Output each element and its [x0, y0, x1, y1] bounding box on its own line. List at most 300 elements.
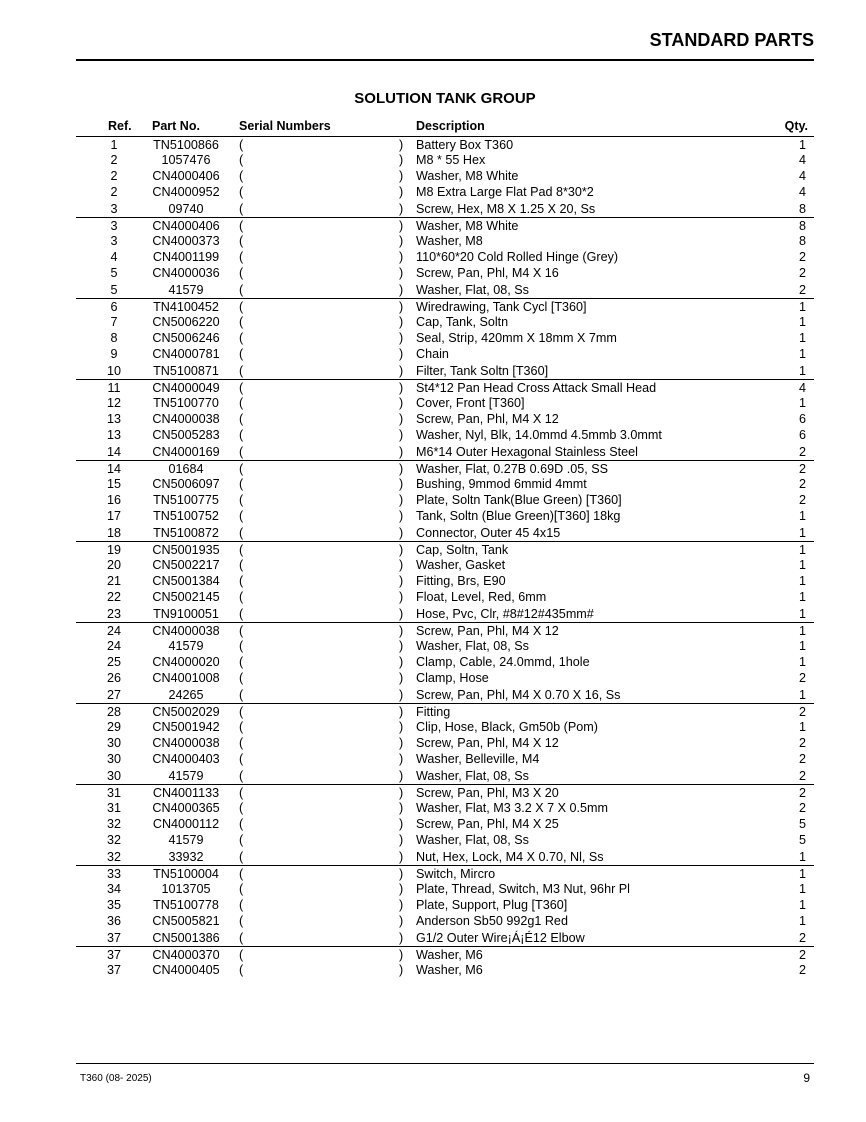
- table-row: [76, 946, 814, 962]
- footer-divider: [76, 1063, 814, 1064]
- table-row: [76, 152, 814, 168]
- qty-cell: 2: [798, 266, 806, 281]
- qty-cell: 1: [798, 638, 806, 653]
- description-cell: Plate, Soltn Tank(Blue Green) [T360]: [416, 493, 622, 508]
- serial-open-bracket: (: [239, 897, 244, 912]
- serial-close-bracket: ): [399, 461, 404, 476]
- description-cell: Screw, Pan, Phl, M4 X 12: [416, 623, 559, 638]
- serial-open-bracket: (: [239, 347, 244, 362]
- description-cell: Clamp, Cable, 24.0mmd, 1hole: [416, 655, 590, 669]
- qty-cell: 6: [798, 412, 806, 427]
- description-cell: Washer, Flat, 08, Ss: [416, 282, 529, 297]
- part-number-cell: CN4000038: [152, 623, 220, 638]
- part-number-cell: 1013705: [161, 881, 211, 896]
- ref-cell: 37: [106, 962, 121, 977]
- description-cell: Washer, Belleville, M4: [416, 752, 540, 767]
- description-cell: G1/2 Outer Wire¡Á¡É12 Elbow: [416, 930, 585, 945]
- serial-open-bracket: (: [239, 785, 244, 800]
- serial-close-bracket: ): [399, 476, 404, 491]
- table-row: [76, 589, 814, 605]
- qty-cell: 2: [798, 476, 806, 491]
- description-cell: M8 Extra Large Flat Pad 8*30*2: [416, 185, 594, 200]
- qty-cell: 1: [798, 542, 806, 557]
- table-row: [76, 654, 814, 670]
- table-row: [76, 751, 814, 767]
- part-number-cell: TN5100004: [153, 866, 219, 881]
- serial-open-bracket: (: [239, 444, 244, 459]
- serial-close-bracket: ): [399, 574, 404, 589]
- ref-cell: 1: [110, 138, 118, 152]
- ref-cell: 32: [106, 816, 121, 831]
- qty-cell: 1: [798, 363, 806, 378]
- ref-cell: 22: [106, 590, 121, 605]
- qty-cell: 2: [798, 704, 806, 719]
- table-row: [76, 508, 814, 524]
- serial-open-bracket: (: [239, 218, 244, 233]
- qty-cell: 1: [798, 881, 806, 896]
- serial-open-bracket: (: [239, 331, 244, 346]
- ref-cell: 2: [110, 169, 118, 184]
- serial-open-bracket: (: [239, 138, 244, 152]
- ref-cell: 9: [110, 347, 118, 362]
- serial-close-bracket: ): [399, 314, 404, 329]
- part-number-cell: CN5005821: [152, 914, 220, 929]
- qty-cell: 2: [798, 671, 806, 686]
- qty-cell: 4: [798, 169, 806, 184]
- table-row: [76, 298, 814, 314]
- table-row: [76, 832, 814, 848]
- part-number-cell: CN5005283: [152, 428, 220, 443]
- table-row: [76, 233, 814, 249]
- column-header-part-no: Part No.: [152, 119, 200, 133]
- ref-cell: 37: [106, 930, 121, 945]
- part-number-cell: TN5100770: [153, 395, 219, 410]
- serial-open-bracket: (: [239, 881, 244, 896]
- table-row: [76, 492, 814, 508]
- serial-open-bracket: (: [239, 509, 244, 524]
- serial-close-bracket: ): [399, 493, 404, 508]
- serial-close-bracket: ): [399, 687, 404, 702]
- serial-close-bracket: ): [399, 800, 404, 815]
- part-number-cell: 33932: [168, 849, 204, 864]
- serial-open-bracket: (: [239, 557, 244, 572]
- serial-close-bracket: ): [399, 638, 404, 653]
- part-number-cell: 01684: [168, 461, 204, 476]
- description-cell: Screw, Pan, Phl, M4 X 25: [416, 816, 559, 831]
- table-row: [76, 606, 814, 622]
- ref-cell: 19: [106, 542, 121, 557]
- serial-open-bracket: (: [239, 655, 244, 669]
- table-row: [76, 784, 814, 800]
- section-title: SOLUTION TANK GROUP: [354, 90, 536, 107]
- description-cell: Plate, Thread, Switch, M3 Nut, 96hr Pl: [416, 881, 630, 896]
- table-row: [76, 411, 814, 427]
- serial-close-bracket: ): [399, 866, 404, 881]
- description-cell: Cover, Front [T360]: [416, 395, 525, 410]
- serial-close-bracket: ): [399, 444, 404, 459]
- serial-open-bracket: (: [239, 525, 244, 540]
- serial-close-bracket: ): [399, 363, 404, 378]
- table-row: [76, 719, 814, 735]
- ref-cell: 30: [106, 735, 121, 750]
- part-number-cell: 41579: [168, 833, 204, 848]
- serial-close-bracket: ): [399, 833, 404, 848]
- serial-close-bracket: ): [399, 201, 404, 216]
- ref-cell: 7: [110, 314, 118, 329]
- ref-cell: 34: [106, 881, 121, 896]
- qty-cell: 2: [798, 800, 806, 815]
- description-cell: Clamp, Hose: [416, 671, 489, 686]
- table-row: [76, 865, 814, 881]
- ref-cell: 17: [106, 509, 121, 524]
- table-row: [76, 265, 814, 281]
- part-number-cell: CN4000373: [152, 233, 220, 248]
- ref-cell: 14: [106, 461, 121, 476]
- qty-cell: 1: [798, 395, 806, 410]
- ref-cell: 18: [106, 525, 121, 540]
- description-cell: Washer, Flat, 08, Ss: [416, 833, 529, 848]
- ref-cell: 14: [106, 444, 121, 459]
- part-number-cell: CN4000020: [152, 655, 220, 669]
- qty-cell: 2: [798, 461, 806, 476]
- qty-cell: 4: [798, 152, 806, 167]
- part-number-cell: TN5100866: [153, 138, 219, 152]
- serial-open-bracket: (: [239, 671, 244, 686]
- description-cell: Bushing, 9mmod 6mmid 4mmt: [416, 476, 587, 491]
- ref-cell: 4: [110, 250, 118, 265]
- qty-cell: 1: [798, 655, 806, 669]
- description-cell: Washer, Flat, 08, Ss: [416, 768, 529, 783]
- description-cell: Battery Box T360: [416, 138, 514, 152]
- qty-cell: 5: [798, 816, 806, 831]
- part-number-cell: CN4000038: [152, 735, 220, 750]
- table-row: [76, 476, 814, 492]
- ref-cell: 36: [106, 914, 121, 929]
- serial-close-bracket: ): [399, 557, 404, 572]
- description-cell: Washer, Nyl, Blk, 14.0mmd 4.5mmb 3.0mmt: [416, 428, 662, 443]
- description-cell: Fitting: [416, 704, 451, 719]
- description-cell: Washer, M8 White: [416, 169, 519, 184]
- parts-table: [76, 136, 814, 978]
- footer-document-id: T360 (08- 2025): [80, 1073, 152, 1084]
- ref-cell: 13: [106, 428, 121, 443]
- qty-cell: 1: [798, 509, 806, 524]
- description-cell: Wiredrawing, Tank Cycl [T360]: [416, 299, 587, 314]
- serial-close-bracket: ): [399, 704, 404, 719]
- part-number-cell: CN5006097: [152, 476, 220, 491]
- header-divider: [76, 59, 814, 61]
- part-number-cell: CN4000036: [152, 266, 220, 281]
- description-cell: Plate, Support, Plug [T360]: [416, 897, 568, 912]
- table-row: [76, 168, 814, 184]
- qty-cell: 1: [798, 331, 806, 346]
- description-cell: M6*14 Outer Hexagonal Stainless Steel: [416, 444, 638, 459]
- part-number-cell: CN4000406: [152, 169, 220, 184]
- description-cell: Washer, Gasket: [416, 557, 506, 572]
- serial-close-bracket: ): [399, 233, 404, 248]
- part-number-cell: 41579: [168, 282, 204, 297]
- qty-cell: 2: [798, 735, 806, 750]
- ref-cell: 35: [106, 897, 121, 912]
- description-cell: Washer, M6: [416, 947, 483, 962]
- serial-close-bracket: ): [399, 655, 404, 669]
- table-row: [76, 881, 814, 897]
- serial-close-bracket: ): [399, 380, 404, 395]
- serial-open-bracket: (: [239, 623, 244, 638]
- table-row: [76, 330, 814, 346]
- serial-open-bracket: (: [239, 866, 244, 881]
- ref-cell: 29: [106, 719, 121, 734]
- qty-cell: 1: [798, 574, 806, 589]
- serial-open-bracket: (: [239, 962, 244, 977]
- description-cell: Connector, Outer 45 4x15: [416, 525, 561, 540]
- part-number-cell: CN4001199: [152, 250, 220, 265]
- description-cell: Hose, Pvc, Clr, #8#12#435mm#: [416, 606, 594, 621]
- description-cell: 110*60*20 Cold Rolled Hinge (Grey): [416, 250, 619, 265]
- description-cell: St4*12 Pan Head Cross Attack Small Head: [416, 380, 657, 395]
- serial-close-bracket: ): [399, 816, 404, 831]
- description-cell: Filter, Tank Soltn [T360]: [416, 363, 549, 378]
- ref-cell: 3: [110, 233, 118, 248]
- table-row: [76, 800, 814, 816]
- ref-cell: 3: [110, 218, 118, 233]
- qty-cell: 1: [798, 866, 806, 881]
- description-cell: M8 * 55 Hex: [416, 152, 486, 167]
- description-cell: Anderson Sb50 992g1 Red: [416, 914, 568, 929]
- serial-close-bracket: ): [399, 785, 404, 800]
- serial-open-bracket: (: [239, 768, 244, 783]
- ref-cell: 23: [106, 606, 121, 621]
- table-row: [76, 201, 814, 217]
- part-number-cell: 41579: [168, 768, 204, 783]
- part-number-cell: CN5001935: [152, 542, 220, 557]
- serial-close-bracket: ): [399, 962, 404, 977]
- serial-open-bracket: (: [239, 638, 244, 653]
- column-header-qty: Qty.: [784, 119, 808, 133]
- part-number-cell: CN5006220: [152, 314, 220, 329]
- ref-cell: 13: [106, 412, 121, 427]
- description-cell: Cap, Soltn, Tank: [416, 542, 509, 557]
- ref-cell: 24: [106, 638, 121, 653]
- serial-open-bracket: (: [239, 735, 244, 750]
- description-cell: Seal, Strip, 420mm X 18mm X 7mm: [416, 331, 617, 346]
- table-row: [76, 930, 814, 946]
- ref-cell: 32: [106, 849, 121, 864]
- serial-close-bracket: ): [399, 542, 404, 557]
- serial-open-bracket: (: [239, 849, 244, 864]
- qty-cell: 2: [798, 930, 806, 945]
- serial-close-bracket: ): [399, 266, 404, 281]
- part-number-cell: CN4000403: [152, 752, 220, 767]
- qty-cell: 2: [798, 752, 806, 767]
- ref-cell: 31: [106, 785, 121, 800]
- serial-close-bracket: ): [399, 671, 404, 686]
- serial-open-bracket: (: [239, 574, 244, 589]
- table-row: [76, 282, 814, 298]
- table-row: [76, 816, 814, 832]
- qty-cell: 1: [798, 299, 806, 314]
- description-cell: Float, Level, Red, 6mm: [416, 590, 547, 605]
- qty-cell: 1: [798, 347, 806, 362]
- table-row: [76, 525, 814, 541]
- serial-close-bracket: ): [399, 412, 404, 427]
- table-row: [76, 703, 814, 719]
- serial-close-bracket: ): [399, 719, 404, 734]
- description-cell: Cap, Tank, Soltn: [416, 314, 509, 329]
- serial-open-bracket: (: [239, 800, 244, 815]
- qty-cell: 8: [798, 218, 806, 233]
- column-headers: [76, 119, 814, 135]
- serial-close-bracket: ): [399, 590, 404, 605]
- part-number-cell: 24265: [168, 687, 204, 702]
- table-row: [76, 638, 814, 654]
- description-cell: Washer, Flat, M3 3.2 X 7 X 0.5mm: [416, 800, 609, 815]
- qty-cell: 1: [798, 590, 806, 605]
- part-number-cell: CN4001008: [152, 671, 220, 686]
- serial-close-bracket: ): [399, 169, 404, 184]
- qty-cell: 1: [798, 606, 806, 621]
- ref-cell: 31: [106, 800, 121, 815]
- table-row: [76, 622, 814, 638]
- ref-cell: 12: [106, 395, 121, 410]
- part-number-cell: CN5001386: [152, 930, 220, 945]
- description-cell: Washer, M6: [416, 962, 483, 977]
- serial-open-bracket: (: [239, 590, 244, 605]
- qty-cell: 1: [798, 314, 806, 329]
- serial-open-bracket: (: [239, 687, 244, 702]
- serial-close-bracket: ): [399, 282, 404, 297]
- serial-open-bracket: (: [239, 476, 244, 491]
- ref-cell: 25: [106, 655, 121, 669]
- serial-close-bracket: ): [399, 930, 404, 945]
- description-cell: Screw, Pan, Phl, M3 X 20: [416, 785, 559, 800]
- part-number-cell: TN5100872: [153, 525, 219, 540]
- part-number-cell: TN5100778: [153, 897, 219, 912]
- qty-cell: 1: [798, 849, 806, 864]
- column-header-serial-numbers: Serial Numbers: [239, 119, 331, 133]
- description-cell: Screw, Pan, Phl, M4 X 12: [416, 735, 559, 750]
- part-number-cell: TN5100871: [153, 363, 219, 378]
- table-row: [76, 913, 814, 929]
- ref-cell: 30: [106, 768, 121, 783]
- serial-close-bracket: ): [399, 606, 404, 621]
- serial-close-bracket: ): [399, 218, 404, 233]
- ref-cell: 30: [106, 752, 121, 767]
- serial-open-bracket: (: [239, 266, 244, 281]
- part-number-cell: 09740: [168, 201, 204, 216]
- part-number-cell: CN5002217: [152, 557, 220, 572]
- ref-cell: 28: [106, 704, 121, 719]
- ref-cell: 8: [110, 331, 118, 346]
- ref-cell: 16: [106, 493, 121, 508]
- description-cell: Washer, Flat, 08, Ss: [416, 638, 529, 653]
- table-row: [76, 379, 814, 395]
- description-cell: Chain: [416, 347, 449, 362]
- serial-open-bracket: (: [239, 185, 244, 200]
- ref-cell: 37: [106, 947, 121, 962]
- qty-cell: 2: [798, 444, 806, 459]
- description-cell: Screw, Hex, M8 X 1.25 X 20, Ss: [416, 201, 596, 216]
- table-row: [76, 444, 814, 460]
- qty-cell: 1: [798, 687, 806, 702]
- serial-close-bracket: ): [399, 735, 404, 750]
- table-row: [76, 363, 814, 379]
- serial-open-bracket: (: [239, 947, 244, 962]
- description-cell: Washer, M8: [416, 233, 483, 248]
- serial-close-bracket: ): [399, 897, 404, 912]
- qty-cell: 1: [798, 525, 806, 540]
- table-row: [76, 460, 814, 476]
- table-row: [76, 541, 814, 557]
- ref-cell: 32: [106, 833, 121, 848]
- serial-close-bracket: ): [399, 185, 404, 200]
- serial-close-bracket: ): [399, 299, 404, 314]
- serial-close-bracket: ): [399, 428, 404, 443]
- ref-cell: 27: [106, 687, 121, 702]
- part-number-cell: CN4000112: [152, 816, 220, 831]
- qty-cell: 2: [798, 250, 806, 265]
- serial-open-bracket: (: [239, 930, 244, 945]
- qty-cell: 2: [798, 493, 806, 508]
- qty-cell: 1: [798, 138, 806, 152]
- table-row: [76, 217, 814, 233]
- table-row: [76, 962, 814, 978]
- ref-cell: 26: [106, 671, 121, 686]
- serial-open-bracket: (: [239, 395, 244, 410]
- part-number-cell: CN5001942: [152, 719, 220, 734]
- ref-cell: 2: [110, 152, 118, 167]
- qty-cell: 8: [798, 233, 806, 248]
- serial-open-bracket: (: [239, 169, 244, 184]
- ref-cell: 10: [106, 363, 121, 378]
- serial-close-bracket: ): [399, 752, 404, 767]
- ref-cell: 24: [106, 623, 121, 638]
- serial-open-bracket: (: [239, 914, 244, 929]
- ref-cell: 6: [110, 299, 118, 314]
- description-cell: Nut, Hex, Lock, M4 X 0.70, Nl, Ss: [416, 849, 604, 864]
- serial-close-bracket: ): [399, 138, 404, 152]
- column-header-description: Description: [416, 119, 485, 133]
- serial-open-bracket: (: [239, 233, 244, 248]
- serial-open-bracket: (: [239, 542, 244, 557]
- serial-open-bracket: (: [239, 282, 244, 297]
- ref-cell: 5: [110, 282, 118, 297]
- serial-close-bracket: ): [399, 849, 404, 864]
- part-number-cell: CN4000370: [152, 947, 220, 962]
- serial-close-bracket: ): [399, 914, 404, 929]
- serial-open-bracket: (: [239, 201, 244, 216]
- serial-close-bracket: ): [399, 947, 404, 962]
- part-number-cell: CN4000038: [152, 412, 220, 427]
- part-number-cell: CN4000169: [152, 444, 220, 459]
- description-cell: Clip, Hose, Black, Gm50b (Pom): [416, 719, 598, 734]
- ref-cell: 33: [106, 866, 121, 881]
- table-row: [76, 249, 814, 265]
- qty-cell: 2: [798, 947, 806, 962]
- description-cell: Washer, Flat, 0.27B 0.69D .05, SS: [416, 461, 609, 476]
- description-cell: Tank, Soltn (Blue Green)[T360] 18kg: [416, 509, 621, 524]
- table-row: [76, 849, 814, 865]
- part-number-cell: CN5001384: [152, 574, 220, 589]
- table-row: [76, 395, 814, 411]
- description-cell: Screw, Pan, Phl, M4 X 0.70 X 16, Ss: [416, 687, 621, 702]
- serial-close-bracket: ): [399, 250, 404, 265]
- serial-open-bracket: (: [239, 704, 244, 719]
- table-row: [76, 687, 814, 703]
- serial-close-bracket: ): [399, 881, 404, 896]
- part-number-cell: CN5006246: [152, 331, 220, 346]
- ref-cell: 20: [106, 557, 121, 572]
